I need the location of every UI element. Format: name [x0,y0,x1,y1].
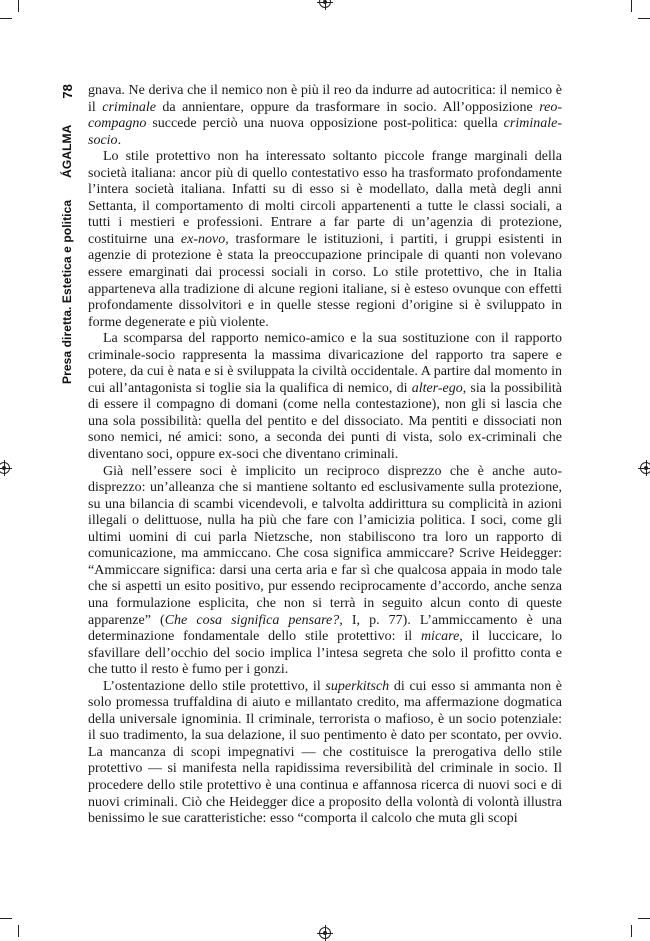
paragraph: Lo stile protettivo non ha interessato soltanto piccole frange marginali della società italiana: ancor più di quello contestativo esso ha trasformato profondamente l’intera società italiana. Infatti su di esso si è modellato, dalla metà degli anni Settanta, il comportamento di molti circoli appartenenti a tutte le classi sociali, a tutti i mestieri e professioni. Entrare a far parte di un’agenzia di protezione, costituirne una ex-novo, trasformare le istituzioni, i partiti, i gruppi esistenti in agenzie di protezione è stata la preoccupazione principale di quanti non volevano essere emarginati dai processi sociali in corso. Lo stile protettivo, che in Italia apparteneva alla tradizione di alcune regioni italiane, si è esteso ovunque con effetti profondamente dissolvitori e in quelle stesse regioni d’origine si è sviluppato in forme degenerate e più violente. [88,149,562,330]
registration-mark-icon [640,462,650,474]
journal-title: ÁGALMA [60,124,74,178]
registration-mark-icon [0,462,10,474]
page-number: 78 [59,84,75,99]
body-text [88,83,562,828]
paragraph: L’ostentazione dello stile protettivo, il superkitsch di cui esso si ammanta non è solo promessa truffaldina di aiuto e millantato credito, ma affermazione dogmatica della universale ignominia. Il criminale, terrorista o mafioso, è un socio potenziale: il suo tradimento, la sua delazione, il suo pentimento è dato per scontato, per ovvio. La mancanza di scopi impegnativi — che costituisce la prerogativa dello stile protettivo — si manifesta nella rapidissima reversibilità del criminale in socio. Il procedere dello stile protettivo è una continua e affannosa ricerca di nuovi soci e di nuovi criminali. Ciò che Heidegger dice a proposito della volontà di volontà illustra benissimo le sue caratteristiche: esso “comporta il calcolo che muta gli scopi [88,678,562,827]
registration-mark-icon [319,927,331,939]
crop-mark [638,18,650,19]
paragraph: gnava. Ne deriva che il nemico non è più il reo da indurre ad autocritica: il nemico è il criminale da annientare, oppure da trasformare in socio. All’opposizione reo-compagno succede perciò una nuova opposizione post-politica: quella criminale-socio. [88,83,563,148]
paragraph: La scomparsa del rapporto nemico-amico e la sua sostituzione con il rapporto criminale-socio rappresenta la massima divaricazione del rapporto tra sapere e potere, da cui è nata e si è sviluppata la civiltà occidentale. A partire dal momento in cui all’antagonista si toglie sia la qualifica di nemico, di alter-ego, sia la possibilità di essere il compagno di domani (come nella contestazione), non gli si lascia che una sola possibilità: quella del pentito e del dissociato. Ma pentiti e dissociati non sono nemici, né amici: sono, a seconda dei punti di vista, solo ex-criminali che diventano soci, oppure ex-soci che diventano criminali. [88,331,562,463]
crop-mark [18,925,19,937]
section-title: Presa diretta. Estetica e politica [60,199,74,384]
crop-mark [18,0,19,12]
crop-mark [0,918,12,919]
crop-mark [631,0,632,12]
crop-mark [0,18,12,19]
registration-mark-icon [319,0,331,8]
running-head [58,84,76,384]
crop-mark [631,925,632,937]
crop-mark [638,918,650,919]
paragraph: Già nell’essere soci è implicito un reciproco disprezzo che è anche auto-disprezzo: un’alleanza che si mantiene soltanto ed esclusivamente sulla protezione, su una bilancia di scambi vicendevoli, e talvolta addirittura su complicità in azioni illegali o delittuose, nulla ha più che fare con l’amicizia politica. I soci, come gli ultimi uomini di cui parla Nietzsche, non stabiliscono tra loro un rapporto di comunicazione, ma ammiccano. Che cosa significa ammiccare? Scrive Heidegger: “Ammiccare significa: darsi una certa aria e far sì che qualcosa appaia in modo tale che si aspetti un esito positivo, pur essendo reciprocamente d’accordo, anche senza una formulazione esplicita, che non si terrà in seguito alcun conto di queste apparenze” (Che cosa significa pensare?, I, p. 77). L’ammiccamento è una determinazione fondamentale dello stile protettivo: il micare, il luccicare, lo sfavillare dell’occhio del socio implica l’intesa segreta che solo il profitto conta e che tutto il resto è fumo per i gonzi. [88,463,562,678]
